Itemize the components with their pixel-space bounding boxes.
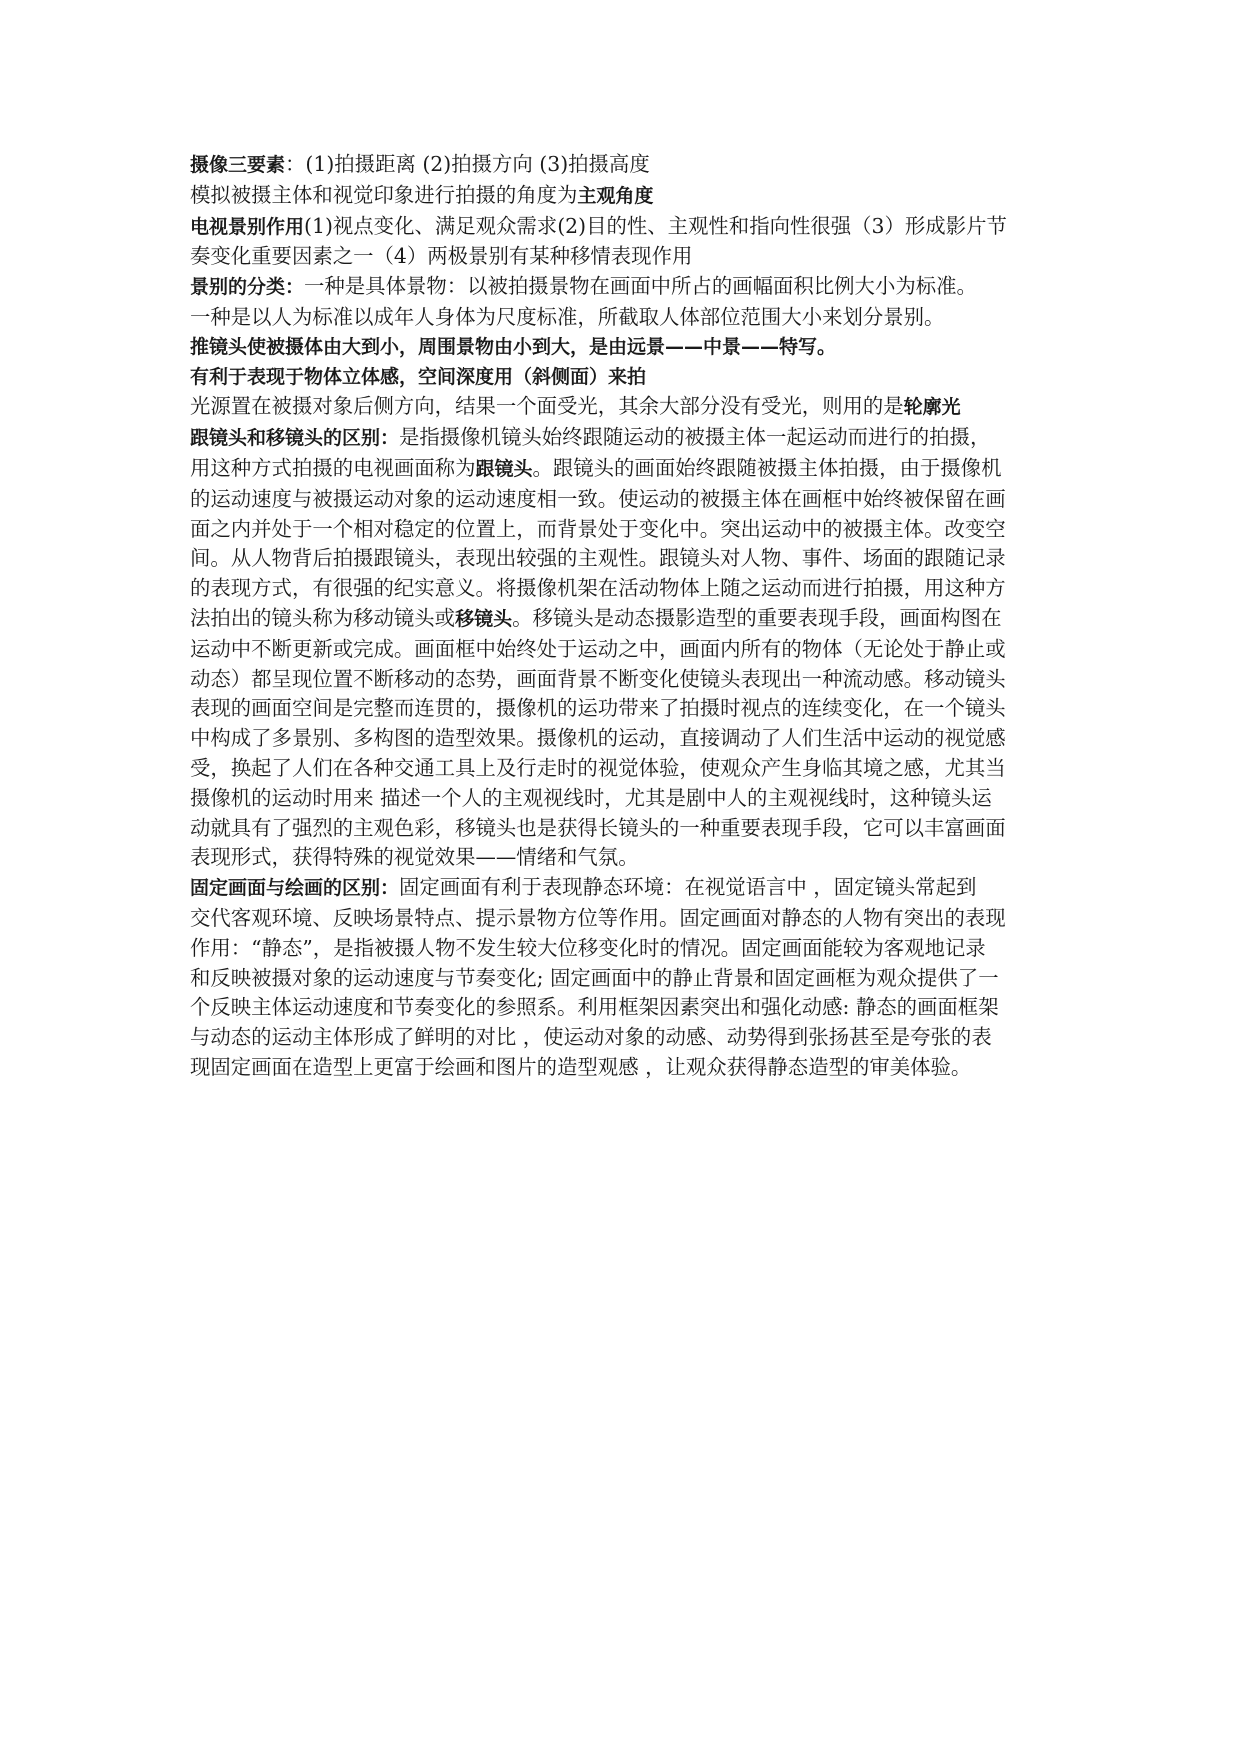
paragraph-subjective-angle (190, 181, 1062, 212)
text-follow-vs-moving-12: 受，换起了人们在各种交通工具上及行走时的视觉体验，使观众产生身临其境之感，尤其当 (190, 755, 1006, 780)
text-shot-scale-types-2: 一种是以人为标准以成年人身体为尺度标准，所截取人体部位范围大小来划分景别。 (190, 304, 945, 329)
paragraph-shot-scale-types (190, 272, 1062, 303)
text-fixed-vs-painting-1: 固定画面有利于表现静态环境：在视觉语言中 ，固定镜头常起到 (399, 875, 977, 900)
paragraph-camera-elements (190, 150, 1062, 181)
text-follow-vs-moving-3: 的运动速度与被摄运动对象的运动速度相一致。使运动的被摄主体在画框中始终被保留在画 (190, 486, 1006, 511)
heading-shot-scale-function: 电视景别作用 (190, 215, 305, 238)
text-fragment: 。移镜头是动态摄影造型的重要表现手段，画面构图在 (512, 605, 1002, 630)
text-fixed-vs-painting-2: 交代客观环境、反映场景特点、提示景物方位等作用。固定画面对静态的人物有突出的表现 (190, 905, 1006, 930)
heading-follow-vs-moving: 跟镜头和移镜头的区别： (190, 427, 400, 450)
term-rim-light: 轮廓光 (903, 396, 961, 419)
term-moving-shot: 移镜头 (455, 607, 513, 630)
heading-shot-scale-types: 景别的分类： (190, 276, 305, 299)
document-page (190, 150, 1062, 1083)
text-follow-vs-moving-15: 表现形式，获得特殊的视觉效果——情绪和气氛。 (190, 845, 639, 870)
text-follow-vs-moving-9: 动态）都呈现位置不断移动的态势，画面背景不断变化使镜头表现出一种流动感。移动镜头 (190, 666, 1006, 691)
term-subjective-angle: 主观角度 (577, 184, 654, 207)
heading-fixed-vs-painting: 固定画面与绘画的区别： (190, 877, 400, 900)
text-fixed-vs-painting-7: 现固定画面在造型上更富于绘画和图片的造型观感 ，让观众获得静态造型的审美体验。 (190, 1054, 972, 1079)
text-fixed-vs-painting-4: 和反映被摄对象的运动速度与节奏变化; 固定画面中的静止背景和固定画框为观众提供了一 (190, 965, 999, 990)
text-camera-elements: ：(1)拍摄距离 (2)拍摄方向 (3)拍摄高度 (285, 152, 650, 176)
paragraph-rim-light (190, 392, 1062, 423)
text-follow-vs-moving-11: 中构成了多景别、多构图的造型效果。摄像机的运动，直接调动了人们生活中运动的视觉感 (190, 726, 1006, 751)
paragraph-fixed-vs-painting (190, 873, 1062, 904)
text-shot-scale-function-2: 奏变化重要因素之一（4）两极景别有某种移情表现作用 (190, 244, 693, 269)
text-fragment: 用这种方式拍摄的电视画面称为 (190, 455, 476, 480)
paragraph-oblique-side: 有利于表现于物体立体感，空间深度用（斜侧面）来拍 (190, 365, 647, 388)
text-follow-vs-moving-6: 的表现方式，有很强的纪实意义。将摄像机架在活动物体上随之运动而进行拍摄，用这种方 (190, 576, 1006, 601)
text-follow-vs-moving-7 (190, 604, 1062, 635)
text-follow-vs-moving-1: 是指摄像机镜头始终跟随运动的被摄主体一起运动而进行的拍摄， (399, 425, 991, 450)
text-follow-vs-moving-5: 间。从人物背后拍摄跟镜头，表现出较强的主观性。跟镜头对人物、事件、场面的跟随记录 (190, 546, 1006, 571)
text-follow-vs-moving-8: 运动中不断更新或完成。画面框中始终处于运动之中，画面内所有的物体（无论处于静止或 (190, 636, 1006, 661)
paragraph-follow-vs-moving (190, 423, 1062, 454)
text-fixed-vs-painting-6: 与动态的运动主体形成了鲜明的对比 ，使运动对象的动感、动势得到张扬甚至是夸张的表 (190, 1025, 992, 1050)
term-follow-shot: 跟镜头 (475, 457, 533, 480)
text-fragment: 。跟镜头的画面始终跟随被摄主体拍摄，由于摄像机 (532, 455, 1002, 480)
text-follow-vs-moving-4: 面之内并处于一个相对稳定的位置上，而背景处于变化中。突出运动中的被摄主体。改变空 (190, 516, 1006, 541)
text-follow-vs-moving-10: 表现的画面空间是完整而连贯的，摄像机的运功带来了拍摄时视点的连续变化，在一个镜头 (190, 696, 1006, 721)
text-shot-scale-function-1: (1)视点变化、满足观众需求(2)目的性、主观性和指向性很强（3）形成影片节 (304, 213, 1007, 238)
text-rim-light: 光源置在被摄对象后侧方向，结果一个面受光，其余大部分没有受光，则用的是 (190, 394, 904, 419)
text-fixed-vs-painting-5: 个反映主体运动速度和节奏变化的参照系。利用框架因素突出和强化动感: 静态的画面框架 (190, 995, 999, 1020)
paragraph-push-shot: 推镜头使被摄体由大到小，周围景物由小到大，是由远景——中景——特写。 (190, 335, 837, 358)
text-subjective-angle: 模拟被摄主体和视觉印象进行拍摄的角度为 (190, 182, 578, 207)
text-fragment: 法拍出的镜头称为移动镜头或 (190, 605, 456, 630)
text-shot-scale-types-1: 一种是具体景物：以被拍摄景物在画面中所占的画幅面积比例大小为标准。 (304, 274, 977, 299)
text-follow-vs-moving-2 (190, 454, 1062, 485)
paragraph-shot-scale-function (190, 212, 1062, 243)
text-follow-vs-moving-13: 摄像机的运动时用来 描述一个人的主观视线时，尤其是剧中人的主观视线时，这种镜头运 (190, 785, 992, 810)
text-follow-vs-moving-14: 动就具有了强烈的主观色彩，移镜头也是获得长镜头的一种重要表现手段，它可以丰富画面 (190, 815, 1006, 840)
heading-camera-elements: 摄像三要素 (190, 154, 286, 176)
text-fixed-vs-painting-3: 作用：“静态”，是指被摄人物不发生较大位移变化时的情况。固定画面能较为客观地记录 (190, 935, 986, 960)
